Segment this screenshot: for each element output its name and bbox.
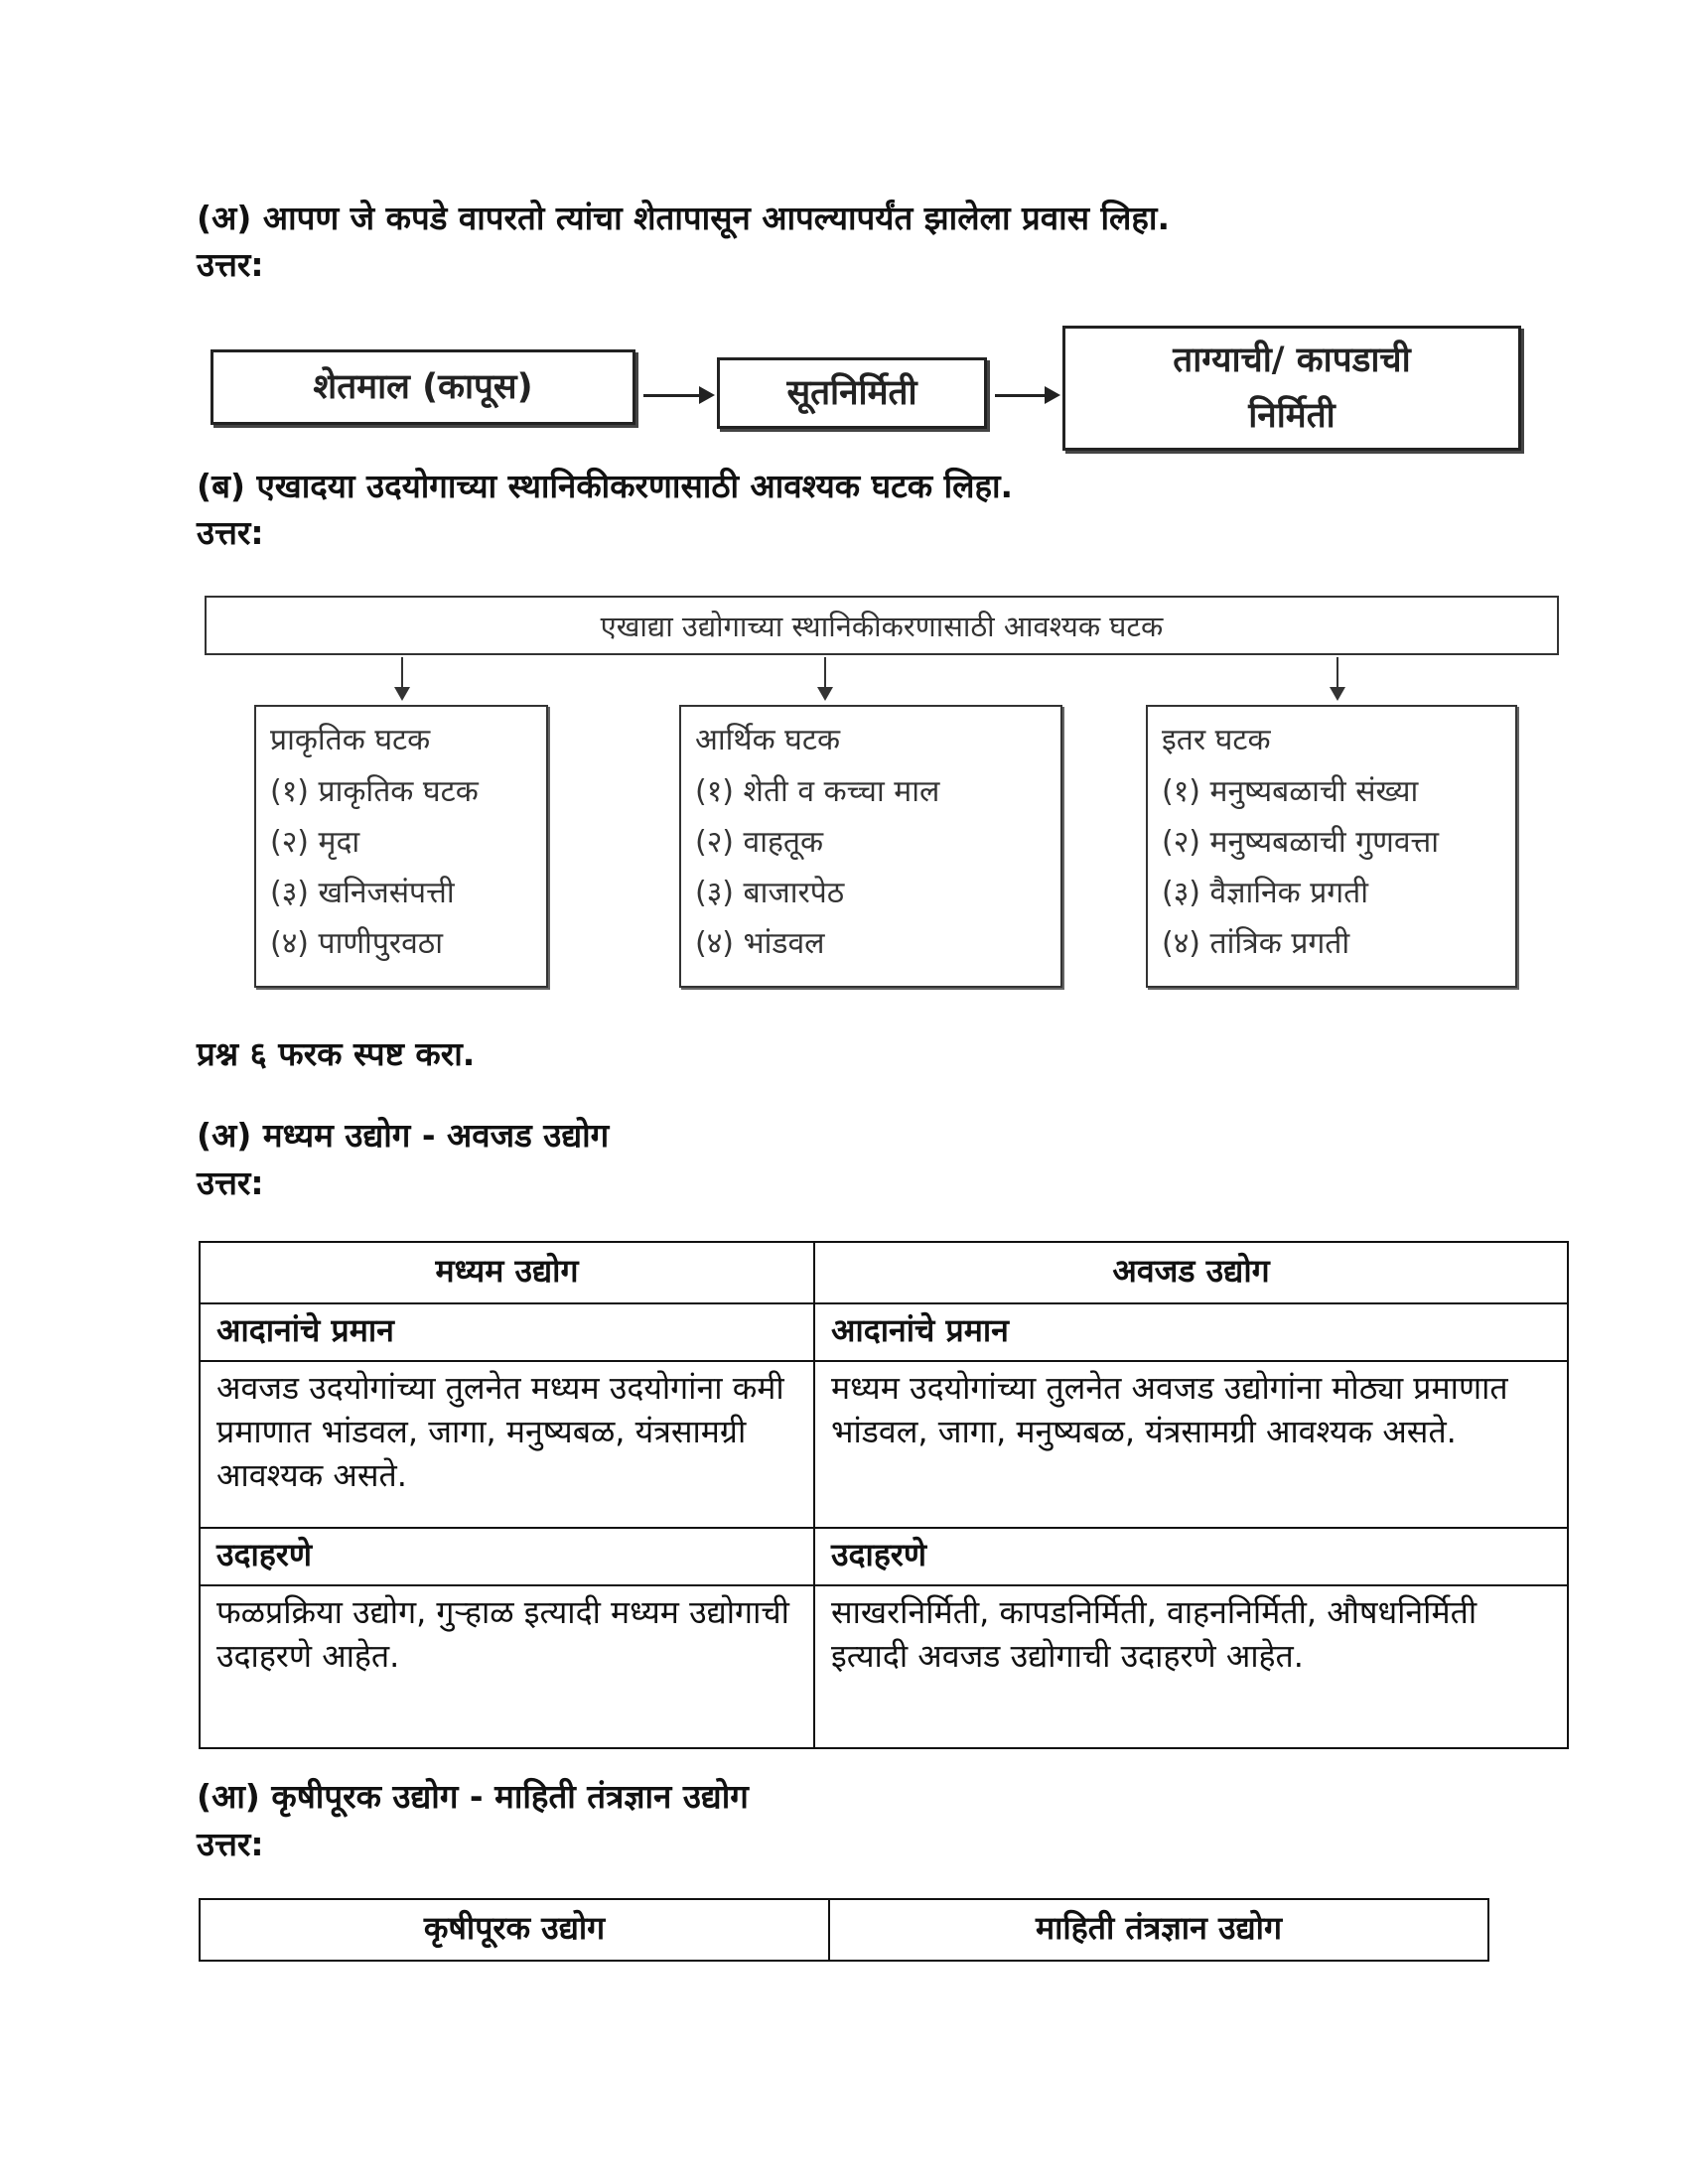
table-header-agro: कृषीपूरक उद्योग <box>200 1899 829 1961</box>
flow-arrow-icon <box>995 394 1056 397</box>
factor-group-economic <box>679 705 1062 988</box>
question-6-heading: प्रश्न ६ फरक स्पष्ट करा. <box>197 1034 476 1073</box>
row-label-inputs: आदानांचे प्रमान <box>814 1303 1568 1361</box>
comparison-table-agro-it <box>199 1898 1489 1962</box>
factor-item: (१) मनुष्यबळाची संख्या <box>1162 774 1419 809</box>
factors-diagram-title: एखाद्या उद्योगाच्या स्थानिकीकरणासाठी आवश्यक घटक <box>205 596 1559 655</box>
factor-group-other <box>1146 705 1517 988</box>
answer-label-6a: उत्तर: <box>197 1163 264 1202</box>
factor-group-title: इतर घटक <box>1162 723 1271 757</box>
flow-box-raw-cotton: शेतमाल (कापूस) <box>211 349 635 425</box>
question-6a-title: (अ) मध्यम उद्योग - अवजड उद्योग <box>197 1116 610 1155</box>
question-6aa-title: (आ) कृषीपूरक उद्योग - माहिती तंत्रज्ञान उद्योग <box>197 1777 749 1816</box>
table-header-heavy: अवजड उद्योग <box>814 1242 1568 1303</box>
flow-arrow-icon <box>643 394 711 397</box>
factor-item: (३) बाजारपेठ <box>695 876 845 910</box>
answer-label-a: उत्तर: <box>197 245 264 284</box>
cell-examples-medium: फळप्रक्रिया उद्योग, गुऱ्हाळ इत्यादी मध्यम उद्योगाची उदाहरणे आहेत. <box>200 1585 814 1748</box>
down-arrow-icon <box>824 657 826 697</box>
factor-group-title: प्राकृतिक घटक <box>270 723 431 757</box>
row-label-examples: उदाहरणे <box>200 1528 814 1585</box>
factor-item: (३) खनिजसंपत्ती <box>270 876 455 910</box>
question-a: (अ) आपण जे कपडे वापरतो त्यांचा शेतापासून आपल्यापर्यंत झालेला प्रवास लिहा. <box>197 199 1171 237</box>
cell-inputs-heavy: मध्यम उदयोगांच्या तुलनेत अवजड उद्योगांना मोठ्या प्रमाणात भांडवल, जागा, मनुष्यबळ, यंत्रसामग्री आवश्यक असते. <box>814 1361 1568 1528</box>
factor-item: (२) वाहतूक <box>695 825 824 860</box>
flow-box-yarn: सूतनिर्मिती <box>717 357 987 429</box>
cell-examples-heavy: साखरनिर्मिती, कापडनिर्मिती, वाहननिर्मिती, औषधनिर्मिती इत्यादी अवजड उद्योगाची उदाहरणे आहेत. <box>814 1585 1568 1748</box>
factor-item: (२) मृदा <box>270 825 360 860</box>
factor-group-title: आर्थिक घटक <box>695 723 841 757</box>
factor-group-natural <box>254 705 548 988</box>
table-header-it: माहिती तंत्रज्ञान उद्योग <box>829 1899 1488 1961</box>
row-label-inputs: आदानांचे प्रमान <box>200 1303 814 1361</box>
factor-item: (४) पाणीपुरवठा <box>270 926 444 961</box>
factor-item: (४) तांत्रिक प्रगती <box>1162 926 1350 961</box>
factor-item: (३) वैज्ञानिक प्रगती <box>1162 876 1369 910</box>
factor-item: (१) प्राकृतिक घटक <box>270 774 479 809</box>
row-label-examples: उदाहरणे <box>814 1528 1568 1585</box>
factor-item: (४) भांडवल <box>695 926 825 961</box>
cell-inputs-medium: अवजड उदयोगांच्या तुलनेत मध्यम उदयोगांना कमी प्रमाणात भांडवल, जागा, मनुष्यबळ, यंत्रसामग्री आवश्यक असते. <box>200 1361 814 1528</box>
flow-box-fabric: ताग्याची/ कापडाची निर्मिती <box>1062 326 1521 451</box>
table-header-medium: मध्यम उद्योग <box>200 1242 814 1303</box>
comparison-table-medium-heavy <box>199 1241 1569 1749</box>
question-b: (ब) एखादया उदयोगाच्या स्थानिकीकरणासाठी आवश्यक घटक लिहा. <box>197 467 1014 505</box>
answer-label-6aa: उत्तर: <box>197 1825 264 1863</box>
factor-item: (२) मनुष्यबळाची गुणवत्ता <box>1162 825 1440 860</box>
down-arrow-icon <box>401 657 403 697</box>
answer-label-b: उत्तर: <box>197 513 264 552</box>
factor-item: (१) शेती व कच्चा माल <box>695 774 940 809</box>
down-arrow-icon <box>1336 657 1338 697</box>
